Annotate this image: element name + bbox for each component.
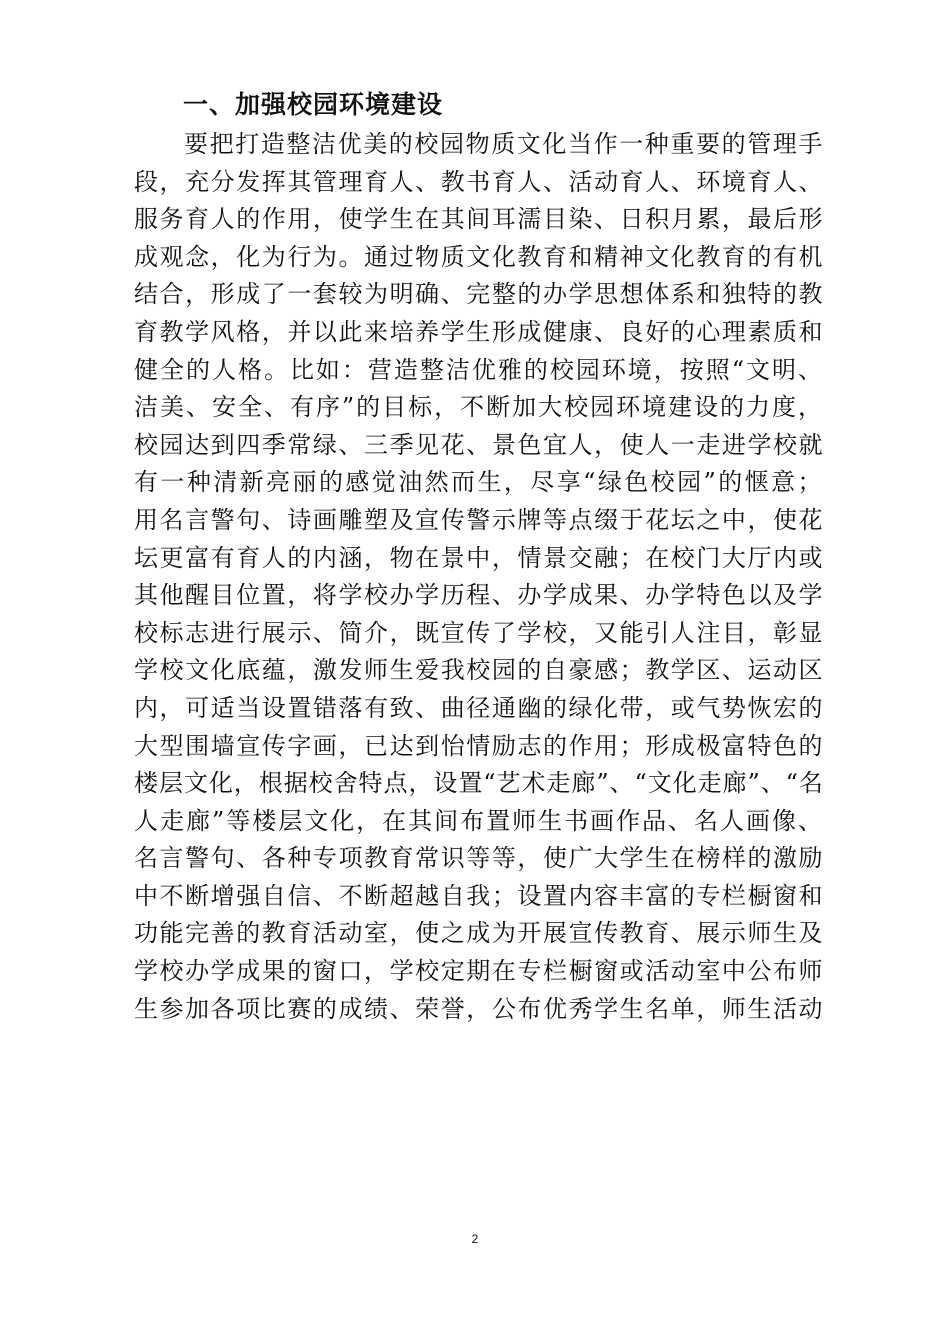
text-line: 学校办学成果的窗口，学校定期在专栏橱窗或活动室中公布师 — [134, 957, 825, 986]
body-paragraph — [134, 126, 824, 1028]
text-line: 内，可适当设置错落有致、曲径通幽的绿化带，或气势恢宏的 — [134, 693, 825, 722]
text-line: 其他醒目位置，将学校办学历程、办学成果、办学特色以及学 — [134, 581, 825, 610]
text-line: 服务育人的作用，使学生在其间耳濡目染、日积月累，最后形 — [134, 205, 825, 234]
text-line: 功能完善的教育活动室，使之成为开展宣传教育、展示师生及 — [134, 919, 825, 948]
text-line: 洁美、安全、有序”的目标，不断加大校园环境建设的力度， — [134, 393, 824, 422]
text-line: 学校文化底蕴，激发师生爱我校园的自豪感；教学区、运动区 — [134, 656, 825, 685]
text-line: 中不断增强自信、不断超越自我；设置内容丰富的专栏橱窗和 — [134, 881, 825, 910]
text-line: 生参加各项比赛的成绩、荣誉，公布优秀学生名单，师生活动 — [134, 994, 825, 1023]
text-line: 健全的人格。比如：营造整洁优雅的校园环境，按照“文明、 — [134, 355, 824, 384]
text-line: 坛更富有育人的内涵，物在景中，情景交融；在校门大厅内或 — [134, 543, 825, 572]
text-line: 有一种清新亮丽的感觉油然而生，尽享“绿色校园”的惬意； — [134, 468, 824, 497]
text-line: 用名言警句、诗画雕塑及宣传警示牌等点缀于花坛之中，使花 — [134, 505, 825, 534]
text-line: 段，充分发挥其管理育人、教书育人、活动育人、环境育人、 — [134, 167, 825, 196]
text-line: 校标志进行展示、简介，既宣传了学校，又能引人注目，彰显 — [134, 618, 825, 647]
text-line: 结合，形成了一套较为明确、完整的办学思想体系和独特的教 — [134, 280, 825, 309]
text-line: 育教学风格，并以此来培养学生形成健康、良好的心理素质和 — [134, 317, 825, 346]
page-number: 2 — [471, 1232, 479, 1246]
text-line: 要把打造整洁优美的校园物质文化当作一种重要的管理手 — [184, 130, 824, 158]
text-line: 成观念，化为行为。通过物质文化教育和精神文化教育的有机 — [134, 242, 825, 271]
section-heading: 一、加强校园环境建设 — [183, 90, 444, 119]
text-line: 楼层文化，根据校舍特点，设置“艺术走廊”、“文化走廊”、“名 — [134, 769, 824, 798]
text-line: 大型围墙宣传字画，已达到怡情励志的作用；形成极富特色的 — [134, 731, 825, 760]
text-line: 名言警句、各种专项教育常识等等，使广大学生在榜样的激励 — [134, 844, 825, 873]
text-line: 人走廊”等楼层文化，在其间布置师生书画作品、名人画像、 — [134, 806, 824, 835]
text-line: 校园达到四季常绿、三季见花、景色宜人，使人一走进学校就 — [134, 430, 825, 459]
